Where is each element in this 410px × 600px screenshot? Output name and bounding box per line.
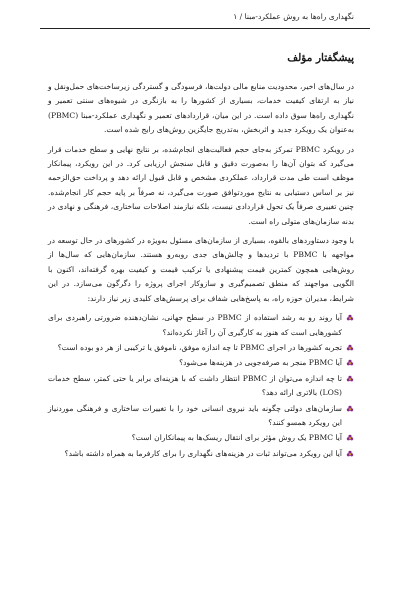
flower-bullet-icon [346,375,354,383]
question-text: آیا روند رو به رشد استفاده از PBMC در سطح جهانی، نشان‌دهنده ضرورتی راهبردی برای کشورهایی است که هنوز به کارگیری آن را آغاز نکرده‌اند؟ [48,313,342,337]
question-list [48,311,354,461]
question-item [48,311,354,340]
question-text: آیا PBMC منجر به صرفه‌جویی در هزینه‌ها می‌شود؟ [179,358,342,368]
flower-bullet-icon [346,359,354,367]
question-item [48,356,354,370]
section-title: پیشگفتار مؤلف [287,52,354,64]
flower-bullet-icon [346,344,354,352]
flower-bullet-icon [346,314,354,322]
question-item [48,431,354,445]
question-item [48,372,354,401]
question-text: تا چه اندازه می‌توان از PBMC انتظار داشت که با هزینه‌ای برابر یا حتی کمتر، سطح خدمات (LOS) بالاتری ارائه دهد؟ [48,373,343,398]
question-item [48,341,354,355]
flower-bullet-icon [346,450,354,458]
flower-bullet-icon [346,405,354,413]
question-item [48,447,354,461]
question-text: آیا این رویکرد می‌تواند ثبات در هزینه‌های نگهداری را برای کارفرما به همراه داشته باشد؟ [64,448,342,458]
paragraph: در رویکرد PBMC تمرکز به‌جای حجم فعالیت‌های انجام‌شده، بر نتایج نهایی و سطح خدمات قرار می‌گیرد که بتوان آن‌ها را به‌صورت دقیق و قابل سنجش ارزیابی کرد. در این رویکرد، پیمانکار موظف است طی مدت قرارداد، عملکردی مشخص و قابل قبول ارائه دهد و پرداخت حق‌الزحمه نیز بر اساس دستیابی به نتایج موردتوافق صورت می‌گیرد، نه صرفاً بر پایه حجم کار انجام‌شده. چنین تغییری صرفاً یک تحول قراردادی نیست، بلکه نیازمند اصلاحات ساختاری، فرهنگی و نهادی در بدنه سازمان‌های متولی راه است. [48,144,354,226]
question-item [48,402,354,431]
body-text [48,80,354,462]
question-text: تجربه کشورها در اجرای PBMC تا چه اندازه موفق، ناموفق یا ترکیبی از هر دو بوده است؟ [57,342,342,352]
paragraph: در سال‌های اخیر، محدودیت منابع مالی دولت‌ها، فرسودگی و گستردگی زیرساخت‌های حمل‌ونقل و نیاز به ارتقای کیفیت خدمات، بسیاری از کشورها را به بازنگری در شیوه‌های سنتی تعمیر و نگهداری راه‌ها سوق داده است. در این میان، قراردادهای تعمیر و نگهداری عملکرد-مبنا (PBMC) به‌عنوان یک رویکرد جدید و اثربخش، به‌تدریج جایگزین روش‌های رایج شده است. [48,82,354,135]
flower-bullet-icon [346,434,354,442]
question-text: آیا PBMC یک روش مؤثر برای انتقال ریسک‌ها به پیمانکاران است؟ [131,433,342,443]
running-header: نگهداری راه‌ها به روش عملکرد-مبنا / ۱ [233,12,354,21]
header-rule [40,28,370,29]
paragraph: با وجود دستاوردهای بالقوه، بسیاری از سازمان‌های مسئول به‌ویژه در کشورهای در حال توسعه در مواجهه با PBMC با تردیدها و چالش‌های جدی روبه‌رو هستند. سازمان‌هایی که سال‌ها از روش‌هایی همچون کمترین قیمت پیشنهادی یا ترکیب قیمت و کیفیت بهره گرفته‌اند، اکنون با الگویی مواجهند که منطق تصمیم‌گیری و سازوکار اجرای پروژه را دگرگون می‌سازد. در این شرایط، مدیران حوزه راه، به پاسخ‌هایی شفاف برای پرسش‌های کلیدی زیر نیاز دارند: [48,236,354,303]
question-text: سازمان‌های دولتی چگونه باید نیروی انسانی خود را با تغییرات ساختاری و فرهنگی موردنیاز این رویکرد همسو کنند؟ [48,403,342,427]
